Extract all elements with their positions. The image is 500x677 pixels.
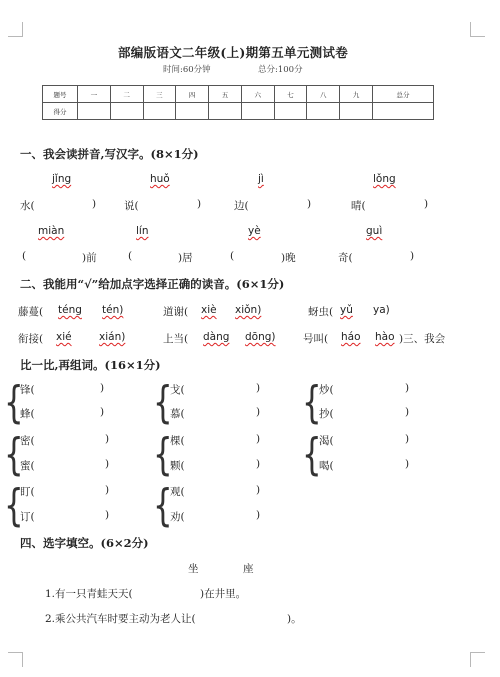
close-paren: ) <box>405 406 410 418</box>
score-blank[interactable] <box>110 103 143 120</box>
exam-time: 时间:60分钟 <box>163 65 211 75</box>
reading-word: 蚜虫( <box>308 306 334 318</box>
score-table-score-row <box>43 103 434 120</box>
score-cell: 五 <box>209 86 242 103</box>
reading-option[interactable]: dōng) <box>245 331 276 343</box>
close-paren: ) <box>256 458 261 470</box>
brace-icon: { <box>4 480 24 531</box>
pinyin-item: miàn <box>38 225 65 237</box>
reading-option[interactable]: yǔ <box>340 304 353 316</box>
score-cell: 总分 <box>373 86 434 103</box>
compare-char: 抄( <box>319 408 334 420</box>
close-paren: ) <box>256 484 261 496</box>
word-blank-text: 说( <box>124 200 139 212</box>
brace-icon: { <box>4 429 24 480</box>
score-blank[interactable] <box>241 103 274 120</box>
compare-char: 棵( <box>170 435 185 447</box>
compare-char: 颗( <box>170 460 185 472</box>
pinyin-item: guì <box>366 225 383 237</box>
score-cell: 九 <box>340 86 373 103</box>
question-1-end: )在井里。 <box>200 588 247 600</box>
pinyin-item: huǒ <box>150 173 170 185</box>
reading-word: 道谢( <box>163 306 189 318</box>
score-cell: 一 <box>78 86 111 103</box>
question-2-start: 2.乘公共汽车时要主动为老人让( <box>45 613 196 625</box>
score-cell: 三 <box>143 86 176 103</box>
section3-heading-start: )三、我会 <box>399 333 446 345</box>
word-blank-text: )前 <box>82 252 97 264</box>
score-cell: 七 <box>274 86 307 103</box>
reading-option[interactable]: xiǒn) <box>235 304 262 316</box>
question-2-end: )。 <box>287 613 302 625</box>
corner-mark-top-right <box>470 22 485 37</box>
close-paren: ) <box>405 433 410 445</box>
reading-word: 衔接( <box>18 333 44 345</box>
compare-char: 渴( <box>319 435 334 447</box>
reading-option[interactable]: dàng <box>203 331 230 343</box>
score-blank[interactable] <box>143 103 176 120</box>
word-blank-text: ) <box>307 198 312 210</box>
brace-icon: { <box>4 377 24 428</box>
pinyin-item: yè <box>248 225 261 237</box>
pinyin-item: jǐng <box>52 173 72 185</box>
score-cell: 四 <box>176 86 209 103</box>
word-blank-text: ( <box>22 250 27 262</box>
word-blank-text: )晚 <box>281 252 296 264</box>
brace-icon: { <box>302 377 322 428</box>
compare-char: 密( <box>20 435 35 447</box>
word-blank-text: ) <box>197 198 202 210</box>
reading-option[interactable]: xiè <box>201 304 217 316</box>
word-blank-text: 奇( <box>338 252 353 264</box>
pinyin-item: lǒng <box>373 173 396 185</box>
close-paren: ) <box>105 433 110 445</box>
compare-char: 盯( <box>20 486 35 498</box>
score-blank[interactable] <box>340 103 373 120</box>
word-blank-text: 边( <box>234 200 249 212</box>
section3-heading: 比一比,再组词。(16×1分) <box>20 358 161 372</box>
close-paren: ) <box>256 509 261 521</box>
score-cell: 八 <box>307 86 340 103</box>
compare-char: 慕( <box>170 408 185 420</box>
close-paren: ) <box>105 509 110 521</box>
score-table-header-row <box>43 86 434 103</box>
reading-option[interactable]: xié <box>56 331 72 343</box>
compare-char: 锋( <box>20 384 35 396</box>
word-blank-text: )居 <box>178 252 193 264</box>
compare-char: 观( <box>170 486 185 498</box>
word-blank-text: ) <box>424 198 429 210</box>
choice-char: 座 <box>243 563 254 575</box>
score-blank[interactable] <box>307 103 340 120</box>
exam-title: 部编版语文二年级(上)期第五单元测试卷 <box>118 45 349 60</box>
score-table <box>42 85 434 120</box>
brace-icon: { <box>302 429 322 480</box>
score-blank[interactable] <box>78 103 111 120</box>
score-blank[interactable] <box>373 103 434 120</box>
brace-icon: { <box>153 480 173 531</box>
score-blank[interactable] <box>176 103 209 120</box>
reading-word: 号叫( <box>303 333 329 345</box>
compare-char: 炒( <box>319 384 334 396</box>
corner-mark-top-left <box>8 22 23 37</box>
score-cell: 二 <box>110 86 143 103</box>
close-paren: ) <box>405 382 410 394</box>
score-cell: 题号 <box>43 86 78 103</box>
compare-char: 戈( <box>170 384 185 396</box>
word-blank-text: ( <box>128 250 133 262</box>
compare-char: 蜜( <box>20 460 35 472</box>
reading-word: 藤蔓( <box>18 306 44 318</box>
reading-option[interactable]: tén) <box>102 304 124 316</box>
reading-option[interactable]: hào <box>375 331 395 343</box>
compare-char: 劝( <box>170 511 185 523</box>
word-blank-text: ) <box>410 250 415 262</box>
pinyin-item: jì <box>258 173 264 185</box>
close-paren: ) <box>256 406 261 418</box>
question-1-start: 1.有一只青蛙天天( <box>45 588 133 600</box>
close-paren: ) <box>256 433 261 445</box>
choice-char: 坐 <box>188 563 199 575</box>
compare-char: 订( <box>20 511 35 523</box>
word-blank-text: ) <box>92 198 97 210</box>
pinyin-item: lín <box>136 225 149 237</box>
brace-icon: { <box>153 377 173 428</box>
score-cell: 六 <box>241 86 274 103</box>
word-blank-text: 晴( <box>351 200 366 212</box>
reading-word: 上当( <box>163 333 189 345</box>
score-blank[interactable] <box>209 103 242 120</box>
compare-char: 喝( <box>319 460 334 472</box>
score-cell: 得分 <box>43 103 78 120</box>
close-paren: ) <box>100 382 105 394</box>
reading-option[interactable]: xián) <box>99 331 126 343</box>
exam-total-score: 总分:100分 <box>258 65 303 75</box>
close-paren: ) <box>256 382 261 394</box>
section4-heading: 四、选字填空。(6×2分) <box>20 536 149 550</box>
corner-mark-bottom-right <box>470 652 485 667</box>
section2-heading: 二、我能用“√”给加点字选择正确的读音。(6×1分) <box>20 277 285 291</box>
compare-char: 蜂( <box>20 408 35 420</box>
brace-icon: { <box>153 429 173 480</box>
word-blank-text: 水( <box>20 200 35 212</box>
corner-mark-bottom-left <box>8 652 23 667</box>
close-paren: ) <box>105 484 110 496</box>
score-blank[interactable] <box>274 103 307 120</box>
close-paren: ) <box>105 458 110 470</box>
reading-option[interactable]: háo <box>341 331 361 343</box>
word-blank-text: ( <box>230 250 235 262</box>
reading-option[interactable]: téng <box>58 304 82 316</box>
section1-heading: 一、我会读拼音,写汉字。(8×1分) <box>20 147 199 161</box>
close-paren: ) <box>405 458 410 470</box>
reading-option[interactable]: ya) <box>373 304 390 316</box>
close-paren: ) <box>100 406 105 418</box>
